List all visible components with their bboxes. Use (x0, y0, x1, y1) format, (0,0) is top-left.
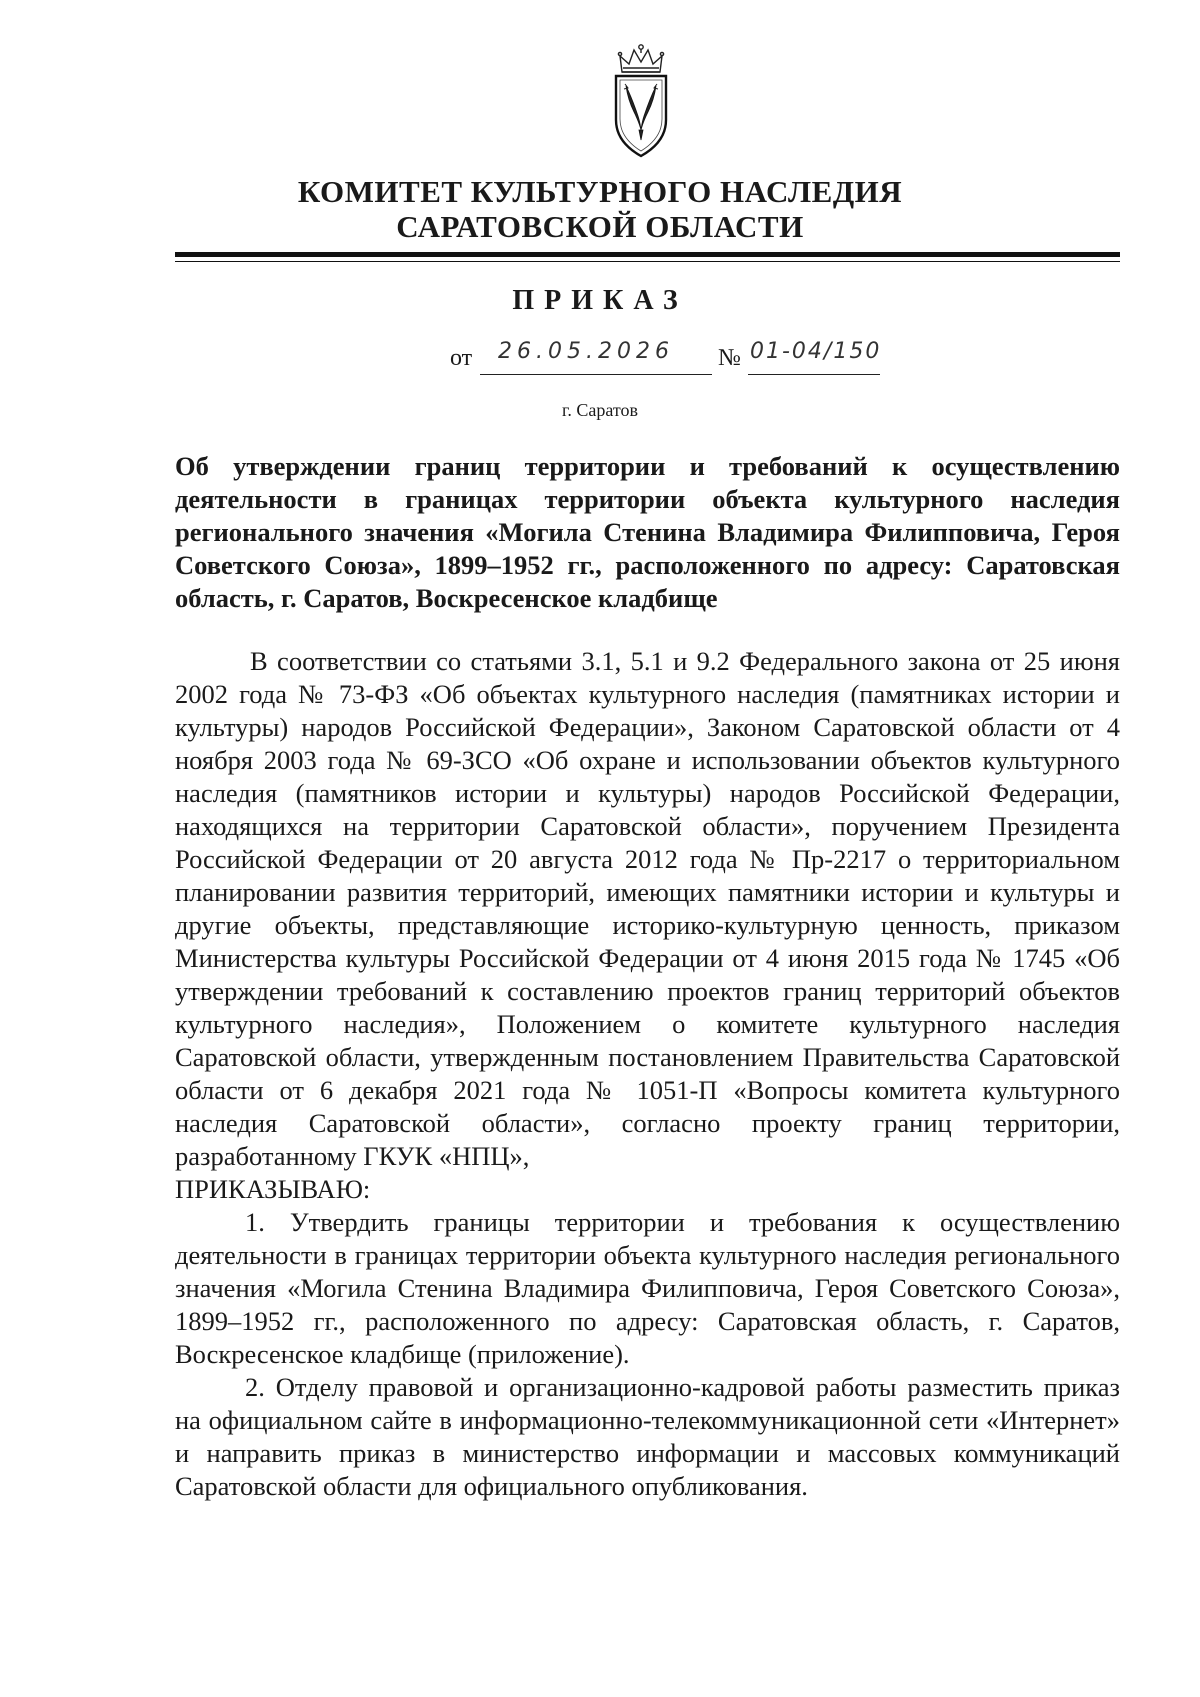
preamble-paragraph: В соответствии со статьями 3.1, 5.1 и 9.2 Федерального закона от 25 июня 2002 года № 73-ФЗ «Об объектах культурного наследия (памятниках истории и культуры) народов Российской Федерации», Законом Саратовской области от 4 ноября 2003 года № 69-ЗСО «Об охране и использовании объектов культурного наследия (памятников истории и культуры) народов Российской Федерации, находящихся на территории Саратовской области», поручением Президента Российской Федерации от 20 августа 2012 года № Пр-2217 о территориальном планировании развития территорий, имеющих памятники истории и культуры и другие объекты, представляющие историко-культурную ценность, приказом Министерства культуры Российской Федерации от 4 июня 2015 года № 1745 «Об утверждении требований к составлению проектов границ территорий объектов культурного наследия», Положением о комитете культурного наследия Саратовской области, утвержденным постановлением Правительства Саратовской области от 6 декабря 2021 года № 1051-П «Вопросы комитета культурного наследия Саратовской области», согласно проекту границ территории, разработанному ГКУК «НПЦ», (175, 646, 1120, 1171)
number-value: 01-04/150 (750, 339, 882, 364)
organization-name-line-2: САРАТОВСКОЙ ОБЛАСТИ (396, 209, 804, 244)
header-divider-thick (175, 252, 1120, 257)
document-subject: Об утверждении границ территории и требований к осуществлению деятельности в границах территории объекта культурного наследия регионального значения «Могила Стенина Владимира Филипповича, Героя Советского Союза», 1899–1952 гг., расположенного по адресу: Саратовская область, г. Саратов, Воскресенское кладбище (175, 451, 1120, 613)
order-word: ПРИКАЗЫВАЮ: (175, 1174, 371, 1204)
saratov-coat-of-arms-icon (612, 42, 670, 160)
header-divider-thin (175, 261, 1120, 262)
date-prefix: от (450, 345, 473, 371)
city-label: г. Саратов (562, 400, 638, 420)
date-value: 26.05.2026 (498, 339, 674, 364)
date-underline (480, 374, 712, 375)
order-item-1: 1. Утвердить границы территории и требования к осуществлению деятельности в границах территории объекта культурного наследия регионального значения «Могила Стенина Владимира Филипповича, Героя Советского Союза», 1899–1952 гг., расположенного по адресу: Саратовская область, г. Саратов, Воскресенское кладбище (приложение). (175, 1207, 1120, 1369)
document-body (175, 645, 1120, 1503)
order-item-2: 2. Отделу правовой и организационно-кадровой работы разместить приказ на официальном сайте в информационно-телекоммуникационной сети «Интернет» и направить приказ в министерство информации и массовых коммуникаций Саратовской области для официального опубликования. (175, 1372, 1120, 1501)
document-type-title: ПРИКАЗ (512, 285, 688, 316)
number-underline (748, 374, 880, 375)
number-prefix: № (718, 345, 741, 371)
organization-name-line-1: КОМИТЕТ КУЛЬТУРНОГО НАСЛЕДИЯ (297, 174, 903, 209)
